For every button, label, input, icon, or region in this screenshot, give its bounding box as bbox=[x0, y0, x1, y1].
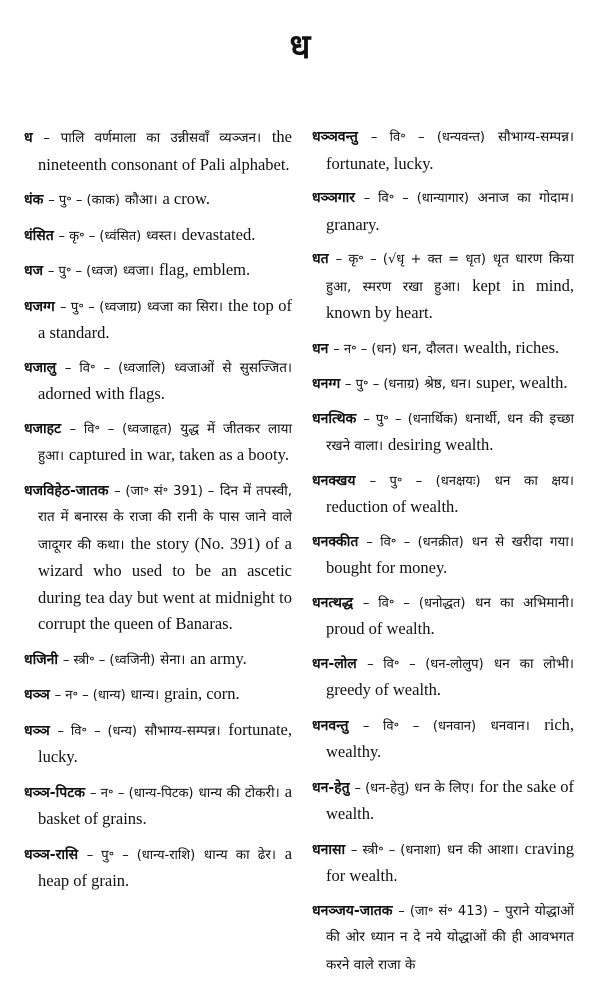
dictionary-entry bbox=[312, 406, 574, 460]
english-definition: for the sake of wealth. bbox=[326, 776, 575, 823]
english-definition: proud of wealth. bbox=[326, 619, 435, 638]
grammar-info: – स्त्री॰ – (धनाशा) bbox=[350, 842, 442, 858]
english-definition: greedy of wealth. bbox=[326, 680, 441, 699]
hindi-definition: युद्ध में जीतकर लाया हुआ। bbox=[38, 420, 293, 464]
dictionary-entry bbox=[24, 222, 292, 250]
grammar-info: – वि॰ – (धन्यवन्त) bbox=[370, 130, 486, 145]
grammar-info: – वि॰ – (धनक्रीत) bbox=[366, 534, 464, 550]
headword: धञ्ञ-रासि bbox=[24, 846, 79, 863]
headword: धनासा bbox=[312, 841, 346, 858]
dictionary-entry bbox=[24, 416, 292, 470]
headword: धनक्कीत bbox=[312, 533, 359, 550]
headword: धजालु bbox=[24, 359, 57, 376]
english-definition: craving for wealth. bbox=[326, 838, 574, 885]
hindi-definition: धन का लोभी। bbox=[493, 655, 574, 672]
grammar-info: – (जा॰ सं॰ 391) – bbox=[114, 483, 215, 499]
english-definition: grain, corn. bbox=[164, 684, 240, 703]
headword: धन-हेतु bbox=[312, 779, 350, 796]
grammar-info: – वि॰ – (धान्यागार) bbox=[363, 191, 469, 206]
english-definition: a basket of grains. bbox=[38, 781, 293, 828]
hindi-definition: धृत धारण किया हुआ, स्मरण रखा हुआ। bbox=[326, 251, 575, 295]
english-definition: a crow. bbox=[162, 189, 210, 208]
hindi-definition: धान्य की टोकरी। bbox=[198, 784, 280, 801]
hindi-definition: श्रेष्ठ, धन। bbox=[424, 376, 472, 392]
hindi-definition: धन, दौलत। bbox=[401, 340, 459, 357]
dictionary-entry bbox=[312, 774, 574, 828]
english-definition: fortunate, lucky. bbox=[326, 153, 434, 173]
dictionary-entry bbox=[24, 257, 292, 285]
grammar-info: – वि॰ – (धनवान) bbox=[362, 718, 477, 734]
dictionary-entry bbox=[24, 681, 292, 709]
grammar-info: – स्त्री॰ – (ध्वजिनी) bbox=[62, 652, 156, 668]
dictionary-entry bbox=[24, 841, 292, 895]
english-definition: captured in war, taken as a booty. bbox=[68, 445, 289, 464]
grammar-info: – पु॰ – (धनार्थिक) bbox=[363, 411, 459, 427]
headword: धनवन्तु bbox=[312, 717, 349, 734]
grammar-info: – पु॰ – (ध्वजाग्र) bbox=[59, 299, 142, 315]
english-definition: the top of a standard. bbox=[38, 295, 292, 342]
headword: धजाहट bbox=[24, 420, 62, 437]
english-definition: reduction of wealth. bbox=[326, 497, 459, 516]
headword: धञ्ञगार bbox=[312, 190, 356, 206]
english-definition: super, wealth. bbox=[476, 373, 568, 392]
dictionary-entry bbox=[312, 468, 574, 521]
grammar-info: – वि॰ – (धन-लोलुप) bbox=[367, 656, 484, 672]
grammar-info: – (धन-हेतु) bbox=[354, 780, 410, 796]
grammar-info: – पु॰ – (धनक्षयः) bbox=[369, 473, 481, 489]
grammar-info: – वि॰ – (धनोद्धत) bbox=[362, 595, 466, 611]
dictionary-entry bbox=[312, 712, 574, 766]
dictionary-entry bbox=[312, 185, 574, 238]
hindi-definition: कौआ। bbox=[124, 192, 158, 208]
dictionary-entry bbox=[24, 646, 292, 674]
grammar-info: – पु॰ – (धान्य-राशि) bbox=[86, 847, 196, 863]
dictionary-entry bbox=[312, 836, 574, 890]
english-definition: fortunate, lucky. bbox=[38, 719, 293, 766]
headword: धनञ्जय-जातक bbox=[312, 902, 393, 919]
headword: ध bbox=[24, 130, 33, 146]
hindi-definition: धन का क्षय। bbox=[494, 472, 575, 489]
dictionary-entry bbox=[24, 779, 292, 833]
grammar-info: – पु॰ – (काक) bbox=[48, 193, 121, 208]
english-definition: bought for money. bbox=[326, 558, 448, 577]
dictionary-entry bbox=[312, 246, 574, 327]
hindi-definition: धान्य। bbox=[130, 687, 160, 703]
hindi-definition: धनवान। bbox=[490, 717, 530, 734]
grammar-info: – वि॰ – (ध्वजालि) bbox=[64, 360, 166, 376]
dictionary-entry bbox=[312, 590, 574, 643]
headword: धजग्ग bbox=[24, 298, 55, 315]
page-heading: ध bbox=[289, 27, 311, 67]
dictionary-entry bbox=[24, 478, 292, 638]
grammar-info: – न॰ – (धान्य) bbox=[54, 688, 126, 703]
grammar-info: – पु॰ – (ध्वज) bbox=[47, 264, 119, 279]
hindi-definition: ध्वजाओं से सुसज्जित। bbox=[174, 359, 293, 376]
left-column bbox=[24, 124, 292, 903]
grammar-info: – bbox=[43, 131, 50, 146]
dictionary-entry bbox=[312, 651, 574, 704]
headword: धज bbox=[24, 263, 43, 279]
grammar-info: – कृ॰ – (√धृ + क्त = धृत) bbox=[335, 252, 486, 267]
english-definition: desiring wealth. bbox=[387, 435, 494, 454]
hindi-definition: धान्य का ढेर। bbox=[203, 846, 276, 863]
dictionary-entry bbox=[24, 186, 292, 214]
headword: धञ्ञवन्तु bbox=[312, 129, 358, 145]
english-definition: the story (No. 391) of a wizard who used to be an ascetic during tea day but went at midnight to corrupt the queen of Banaras. bbox=[38, 533, 293, 633]
right-column bbox=[312, 124, 574, 986]
headword: धंक bbox=[24, 192, 44, 208]
headword: धन-लोल bbox=[312, 655, 357, 672]
headword: धञ्ञ bbox=[24, 687, 50, 703]
english-definition: the nineteenth consonant of Pali alphabet. bbox=[38, 127, 292, 174]
hindi-definition: सेना। bbox=[160, 651, 186, 668]
hindi-definition: ध्वजा। bbox=[122, 263, 155, 279]
hindi-definition: ध्वस्त। bbox=[146, 227, 177, 244]
dictionary-entry bbox=[312, 370, 574, 398]
hindi-definition: धन की आशा। bbox=[447, 841, 519, 858]
grammar-info: – वि॰ – (धन्य) bbox=[57, 723, 137, 739]
dictionary-entry bbox=[312, 335, 574, 363]
grammar-info: – पु॰ – (धनाग्र) bbox=[345, 377, 420, 392]
english-definition: rich, wealthy. bbox=[326, 714, 575, 761]
headword: धनत्थद्ध bbox=[312, 594, 354, 611]
headword: धन bbox=[312, 340, 329, 357]
english-definition: adorned with flags. bbox=[38, 384, 165, 403]
dictionary-entry bbox=[24, 124, 292, 178]
english-definition: devastated. bbox=[181, 224, 256, 244]
grammar-info: – कृ॰ – (ध्वंसित) bbox=[58, 228, 142, 244]
english-definition: a heap of grain. bbox=[38, 843, 293, 890]
headword: धनग्ग bbox=[312, 376, 341, 392]
headword: धञ्ञ-पिटक bbox=[24, 784, 85, 801]
headword: धजिनी bbox=[24, 651, 59, 668]
english-definition: kept in mind, known by heart. bbox=[326, 275, 574, 322]
hindi-definition: पालि वर्णमाला का उन्नीसवाँ व्यञ्जन। bbox=[60, 130, 262, 146]
hindi-definition: सौभाग्य-सम्पन्न। bbox=[498, 129, 575, 145]
headword: धनक्खय bbox=[312, 472, 356, 489]
grammar-info: – न॰ – (धन) bbox=[333, 341, 397, 357]
hindi-definition: सौभाग्य-सम्पन्न। bbox=[144, 722, 221, 739]
english-definition: granary. bbox=[326, 214, 380, 234]
grammar-info: – (जा॰ सं॰ 413) – bbox=[398, 903, 500, 919]
hindi-definition: अनाज का गोदाम। bbox=[477, 190, 574, 206]
dictionary-entry bbox=[24, 717, 292, 771]
headword: धञ्ञ bbox=[24, 722, 50, 739]
hindi-definition: धन से खरीदा गया। bbox=[471, 533, 574, 550]
dictionary-entry bbox=[312, 898, 574, 979]
hindi-definition: दिन में तपस्वी, रात में बनारस के राजा की रानी के पास जाने वाले जादूगर की कथा। bbox=[38, 482, 293, 553]
english-definition: an army. bbox=[190, 648, 247, 668]
dictionary-entry bbox=[312, 529, 574, 582]
dictionary-entry bbox=[312, 124, 574, 177]
english-definition: wealth, riches. bbox=[463, 337, 560, 357]
hindi-definition: पुराने योद्धाओं की ओर ध्यान न दे नये योद्धाओं की ही आवभगत करने वाले राजा के bbox=[326, 902, 574, 973]
hindi-definition: धन के लिए। bbox=[414, 779, 475, 796]
english-definition: flag, emblem. bbox=[158, 260, 251, 279]
dictionary-entry bbox=[24, 293, 292, 347]
hindi-definition: धन का अभिमानी। bbox=[475, 594, 575, 611]
headword: धत bbox=[312, 251, 329, 267]
hindi-definition: ध्वजा का सिरा। bbox=[147, 298, 223, 315]
headword: धनत्थिक bbox=[312, 410, 357, 427]
hindi-definition: धनार्थी, धन की इच्छा रखने वाला। bbox=[326, 410, 575, 454]
grammar-info: – न॰ – (धान्य-पिटक) bbox=[90, 785, 194, 801]
dictionary-entry bbox=[24, 355, 292, 408]
grammar-info: – वि॰ – (ध्वजाहृत) bbox=[69, 421, 172, 437]
headword: धजविहेठ-जातक bbox=[24, 482, 109, 499]
headword: धंसित bbox=[24, 227, 54, 244]
